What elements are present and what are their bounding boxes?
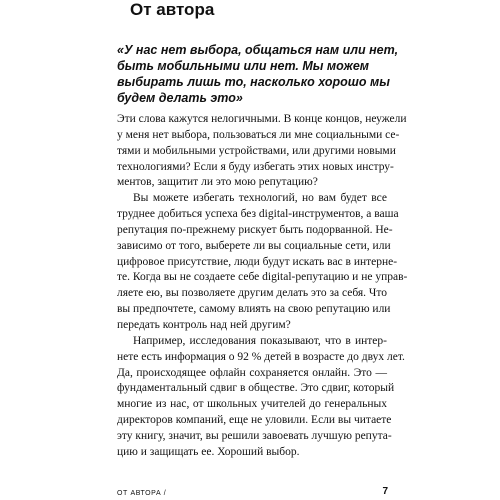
body-line: эту книгу, значит, вы решили завоевать лучшую репута- bbox=[117, 429, 392, 442]
body-line: репутация по-прежнему рискует быть подорванной. Не- bbox=[117, 223, 393, 236]
epigraph-line: «У нас нет выбора, общаться нам или нет, bbox=[117, 43, 399, 57]
body-line: у меня нет выбора, пользоваться ли мне социальными се- bbox=[117, 128, 400, 141]
body-line: тями и мобильными устройствами, или другими новыми bbox=[117, 144, 396, 157]
body-line: цифровое присутствие, люди будут искать вас в интерне- bbox=[117, 255, 398, 268]
running-footer bbox=[117, 489, 166, 499]
body-line: фундаментальный сдвиг в обществе. Это сдвиг, который bbox=[117, 382, 395, 395]
body-line: передать контроль над ней другим? bbox=[117, 318, 291, 331]
body-text bbox=[117, 112, 408, 461]
epigraph-line: будем делать это» bbox=[117, 91, 243, 105]
body-line: те. Когда вы не создаете себе digital-репутацию и не управ- bbox=[117, 271, 408, 284]
epigraph-line: быть мобильными или нет. Мы можем bbox=[117, 59, 370, 73]
footer-separator: / bbox=[163, 490, 167, 497]
body-line: Да, происходящее офлайн сохраняется онлайн. Это — bbox=[117, 366, 387, 379]
body-line: многие из нас, от школьных учителей до генеральных bbox=[117, 398, 387, 411]
body-line: ментов, защитит ли это мою репутацию? bbox=[117, 176, 318, 189]
body-line: труднее добиться успеха без digital-инструментов, а ваша bbox=[117, 208, 399, 221]
body-line: Например, исследования показывают, что в интер- bbox=[133, 334, 387, 347]
page-number: 7 bbox=[382, 486, 388, 497]
body-line: Вы можете избегать технологий, но вам будет все bbox=[133, 192, 387, 205]
body-line: директоров компаний, еще не уловили. Если вы читаете bbox=[117, 414, 392, 427]
footer-section-label: ОТ АВТОРА bbox=[117, 490, 162, 497]
chapter-title: От автора bbox=[130, 0, 215, 19]
body-line: зависимо от того, выберете ли вы социальные сети, или bbox=[117, 239, 391, 252]
epigraph-quote bbox=[117, 42, 399, 106]
epigraph-line: выбирать лишь то, насколько хорошо мы bbox=[117, 75, 390, 89]
body-line: нете есть информация о 92 % детей в возрасте до двух лет. bbox=[117, 350, 405, 363]
body-line: технологиями? Если я буду избегать этих новых инстру- bbox=[117, 160, 394, 173]
body-line: цию и защищать ее. Хороший выбор. bbox=[117, 445, 300, 458]
body-line: Эти слова кажутся нелогичными. В конце концов, неужели bbox=[117, 113, 407, 125]
body-line: вы предпочтете, самому влиять на свою репутацию или bbox=[117, 303, 391, 316]
body-line: ляете ею, вы позволяете другим делать это за себя. Что bbox=[117, 287, 388, 300]
